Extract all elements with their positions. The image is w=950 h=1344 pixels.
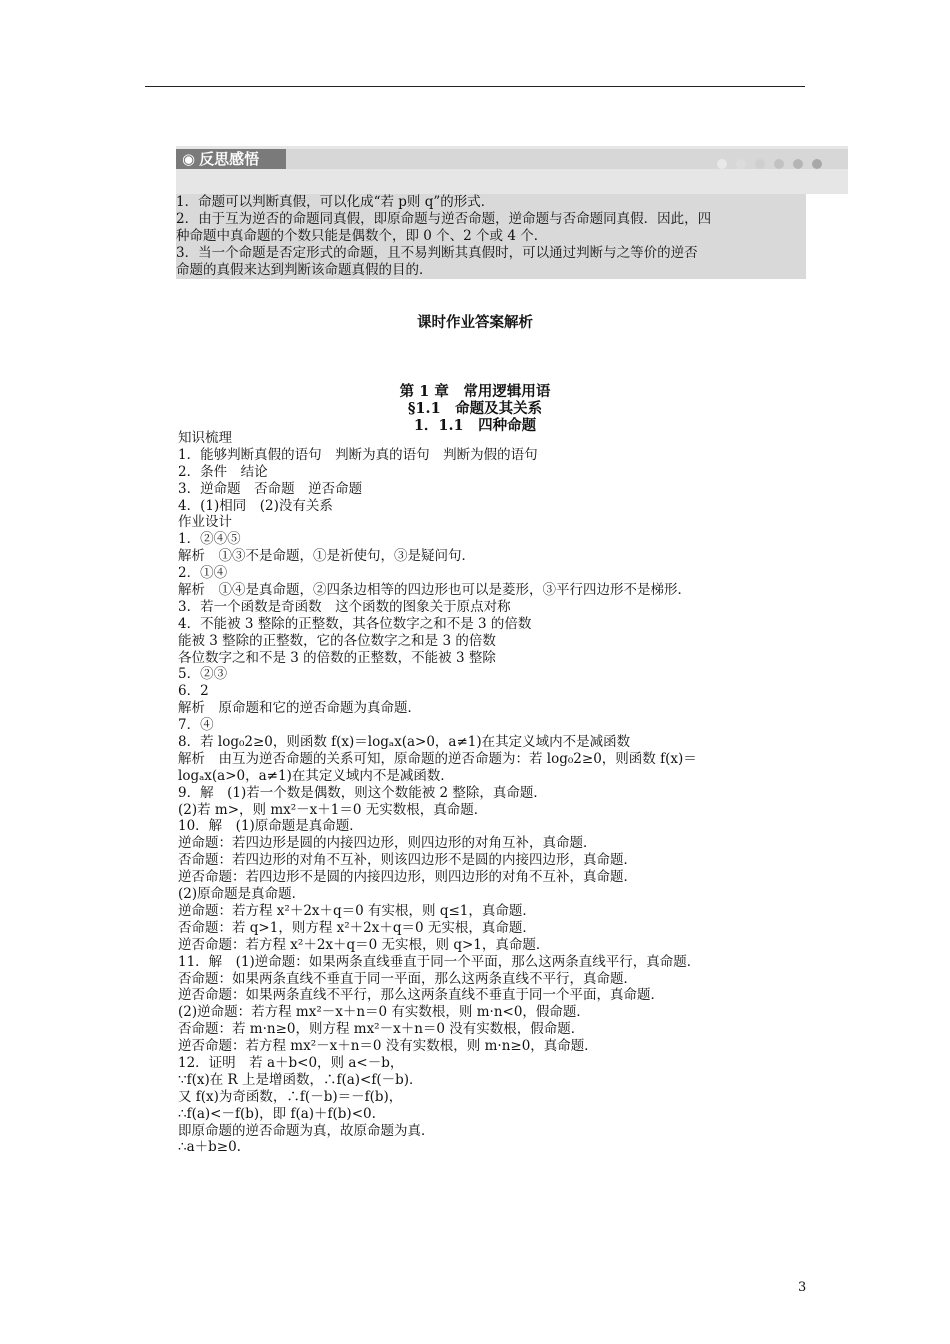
answer-line: 否命题：若 m·n≥0，则方程 mx²－x＋n＝0 没有实数根，假命题．: [178, 1021, 585, 1038]
decorative-dots: [708, 154, 822, 173]
answer-line: 即原命题的逆否命题为真，故原命题为真．: [178, 1122, 435, 1139]
answer-line: 2．条件 结论: [178, 463, 268, 480]
answer-line: 逆否命题：若四边形不是圆的内接四边形，则四边形的对角不互补，真命题．: [178, 869, 637, 886]
answer-line: 3．逆命题 否命题 逆否命题: [178, 480, 363, 497]
answer-line: 1．②④⑤: [178, 531, 241, 548]
reflection-line: 1．命题可以判断真假，可以化成“若 p则 q”的形式．: [176, 194, 495, 210]
banner-label: [176, 149, 286, 169]
answer-line: 知识梳理: [178, 430, 232, 446]
reflection-line: 2．由于互为逆否的命题同真假，即原命题与逆否命题，逆命题与否命题同真假．因此，四: [176, 211, 712, 227]
answer-line: 各位数字之和不是 3 的倍数的正整数，不能被 3 整除: [178, 649, 496, 666]
reflection-banner: [176, 146, 848, 194]
reflection-line: 种命题中真命题的个数只能是偶数个，即 0 个、2 个或 4 个．: [176, 228, 548, 244]
answer-line: 4．不能被 3 整除的正整数，其各位数字之和不是 3 的倍数: [178, 615, 532, 632]
answer-line: (2)原命题是真命题．: [178, 886, 306, 903]
decorative-dot-icon: [736, 159, 746, 169]
answer-line: 10．解 (1)原命题是真命题．: [178, 818, 363, 835]
answer-line: 解析 ①③不是命题，①是祈使句，③是疑问句．: [178, 548, 475, 565]
answer-line: 12．证明 若 a＋b<0，则 a<－b，: [178, 1054, 404, 1071]
reflection-box: [176, 194, 806, 279]
answer-line: 逆否命题：若方程 mx²－x＋n＝0 没有实数根，则 m·n≥0，真命题．: [178, 1038, 598, 1055]
answer-line: 5．②③: [178, 666, 228, 683]
answer-line: 11．解 (1)逆命题：如果两条直线垂直于同一个平面，那么这两条直线平行，真命题．: [178, 953, 701, 970]
decorative-dot-icon: [755, 159, 765, 169]
answers-heading: 课时作业答案解析: [417, 314, 533, 331]
reflection-line: 命题的真假来达到判断该命题真假的目的．: [176, 262, 433, 278]
answer-line: logₐx(a>0，a≠1)在其定义域内不是减函数．: [178, 767, 454, 784]
page-number: 3: [798, 1280, 807, 1295]
answer-line: (2)逆命题：若方程 mx²－x＋n＝0 有实数根，则 m·n<0，假命题．: [178, 1004, 590, 1021]
answer-line: 2．①④: [178, 565, 228, 582]
chapter-title: 第 1 章 常用逻辑用语: [399, 383, 551, 400]
section-title: §1.1 命题及其关系: [407, 400, 543, 417]
answer-line: ∴f(a)<－f(b)，即 f(a)＋f(b)<0.: [178, 1105, 376, 1122]
answer-line: ∴a＋b≥0.: [178, 1139, 241, 1156]
answer-line: 解析 由互为逆否命题的关系可知，原命题的逆否命题为：若 log₀2≥0，则函数 f(x)＝: [178, 750, 697, 767]
answer-line: 能被 3 整除的正整数，它的各位数字之和是 3 的倍数: [178, 632, 496, 649]
answer-line: 否命题：若 q>1，则方程 x²＋2x＋q＝0 无实根，真命题．: [178, 919, 536, 936]
bullet-circle-icon: ◉: [182, 150, 196, 168]
answer-line: 作业设计: [178, 514, 232, 531]
answer-line: 逆否命题：若方程 x²＋2x＋q＝0 无实根，则 q>1，真命题．: [178, 936, 550, 953]
reflection-line: 3．当一个命题是否定形式的命题，且不易判断其真假时，可以通过判断与之等价的逆否: [176, 245, 698, 261]
answer-line: 7．④: [178, 717, 214, 734]
answer-line: 1．能够判断真假的语句 判断为真的语句 判断为假的语句: [178, 446, 538, 463]
answer-line: 逆命题：若四边形是圆的内接四边形，则四边形的对角互补，真命题．: [178, 835, 597, 852]
banner-title: 反思感悟: [199, 150, 260, 168]
decorative-dot-icon: [812, 159, 822, 169]
answer-line: 解析 原命题和它的逆否命题为真命题．: [178, 700, 421, 717]
answer-line: 逆命题：若方程 x²＋2x＋q＝0 有实根，则 q≤1，真命题．: [178, 902, 536, 919]
answer-line: (2)若 m>，则 mx²－x＋1＝0 无实数根，真命题．: [178, 801, 488, 818]
subsection-title: 1．1.1 四种命题: [413, 417, 537, 434]
decorative-dot-icon: [717, 159, 727, 169]
answer-line: 4．(1)相同 (2)没有关系: [178, 497, 333, 514]
answer-line: 否命题：若四边形的对角不互补，则该四边形不是圆的内接四边形，真命题．: [178, 852, 637, 869]
answer-line: 解析 ①④是真命题，②四条边相等的四边形也可以是菱形，③平行四边形不是梯形．: [178, 582, 691, 599]
answer-line: 9．解 (1)若一个数是偶数，则这个数能被 2 整除，真命题．: [178, 784, 547, 801]
answer-line: 3．若一个函数是奇函数 这个函数的图象关于原点对称: [178, 598, 511, 615]
answer-body: [178, 430, 818, 1156]
answer-line: ∵f(x)在 R 上是增函数，∴f(a)<f(－b)．: [178, 1071, 423, 1088]
answer-line: 6．2: [178, 683, 209, 700]
answer-line: 逆否命题：如果两条直线不平行，那么这两条直线不垂直于同一个平面，真命题．: [178, 987, 664, 1004]
top-rule: [145, 86, 805, 87]
decorative-dot-icon: [774, 159, 784, 169]
answer-line: 又 f(x)为奇函数，∴f(－b)＝－f(b)，: [178, 1088, 403, 1105]
decorative-dot-icon: [793, 159, 803, 169]
answer-line: 否命题：如果两条直线不垂直于同一平面，那么这两条直线不平行，真命题．: [178, 970, 637, 987]
banner-strip: [286, 149, 848, 169]
answer-line: 8．若 log₀2≥0，则函数 f(x)＝logₐx(a>0，a≠1)在其定义域内不是减函数: [178, 734, 631, 751]
